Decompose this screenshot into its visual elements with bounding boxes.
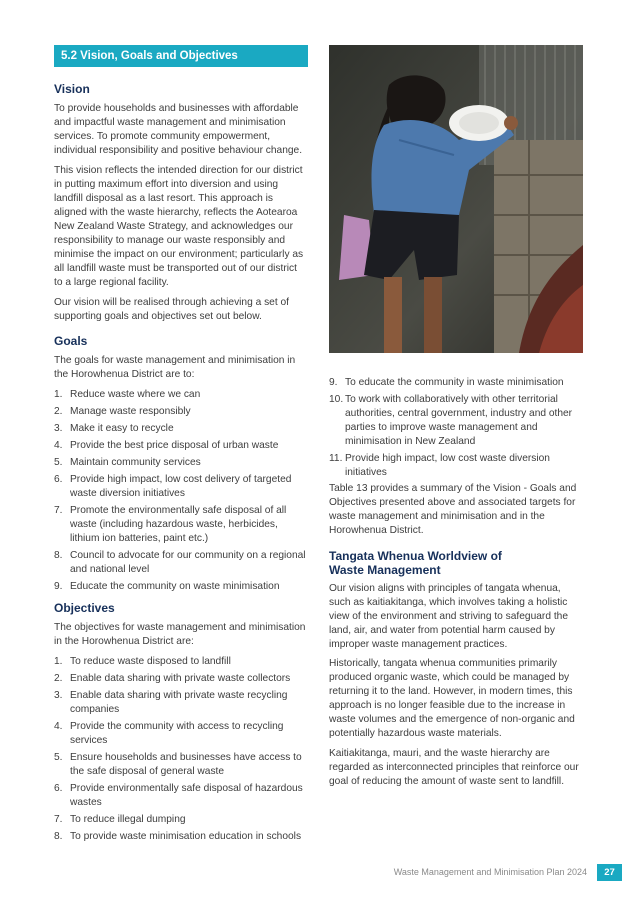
photo-child-composting: [329, 45, 583, 353]
tangata-paragraph-2: Historically, tangata whenua communities primarily produced organic waste, which could be managed by returning it to the land. However, in modern times, this approach is no longer feasible due to the increase in waste volumes and the emergence of non-organic and potentially hazardous waste materials.: [329, 658, 575, 739]
list-item: 7. Promote the environmentally safe disposal of all waste (including hazardous waste, herbicides, lithium ion batteries, paint etc.): [54, 505, 287, 544]
list-item: 6. Provide environmentally safe disposal of hazardous wastes: [54, 783, 303, 808]
list-item: 4. Provide the best price disposal of urban waste: [54, 440, 279, 451]
list-item: 1. To reduce waste disposed to landfill: [54, 656, 231, 667]
vision-heading: Vision: [54, 82, 90, 96]
list-item: 8. To provide waste minimisation education in schools: [54, 831, 302, 842]
tangata-paragraph-1: Our vision aligns with principles of tangata whenua, such as kaitiakitanga, which involves taking a holistic view of the environment and striving to safeguard the land, air, and water from potential harm caused by improper waste management practices.: [329, 583, 568, 650]
list-item: 6. Provide high impact, low cost delivery of targeted waste diversion initiatives: [54, 474, 292, 499]
list-item: 3. Enable data sharing with private waste recycling companies: [54, 690, 288, 715]
section-title: 5.2 Vision, Goals and Objectives: [54, 45, 308, 67]
page-number: 27: [597, 864, 622, 881]
goals-heading: Goals: [54, 334, 88, 348]
objectives-heading: Objectives: [54, 601, 115, 615]
list-item: 10. To work with collaboratively with other territorial authorities, central government, industry and other parties to improve waste management and minimisation in New Zealand: [329, 394, 573, 447]
list-item: 11. Provide high impact, low cost waste diversion initiatives: [329, 453, 550, 478]
list-item: 5. Ensure households and businesses have access to the safe disposal of general waste: [54, 752, 302, 777]
list-item: 1. Reduce waste where we can: [54, 389, 201, 400]
table-reference: Table 13 provides a summary of the Vision - Goals and Objectives presented above and associated targets for waste management and minimisation and in the Horowhenua District.: [329, 483, 577, 536]
vision-paragraph-3: Our vision will be realised through achieving a set of supporting goals and objectives set out below.: [54, 297, 290, 322]
footer-document-title: Waste Management and Minimisation Plan 2024: [393, 867, 587, 877]
list-item: 7. To reduce illegal dumping: [54, 814, 186, 825]
objectives-list-continued: [329, 376, 583, 483]
list-item: 2. Enable data sharing with private waste collectors: [54, 673, 291, 684]
objectives-list: [54, 655, 308, 847]
vision-paragraph-1: To provide households and businesses with affordable and impactful waste management and minimisation services. To promote community empowerment, individual responsibility and positive behaviour change.: [54, 103, 303, 156]
tangata-heading: Tangata Whenua Worldview of Waste Management: [329, 549, 502, 577]
list-item: 3. Make it easy to recycle: [54, 423, 174, 434]
tangata-paragraph-3: Kaitiakitanga, mauri, and the waste hierarchy are regarded as interconnected principles that reinforce our goal of reducing the amount of waste sent to landfill.: [329, 748, 579, 787]
list-item: 2. Manage waste responsibly: [54, 406, 191, 417]
list-item: 5. Maintain community services: [54, 457, 201, 468]
goals-intro: The goals for waste management and minimisation in the Horowhenua District are to:: [54, 355, 296, 380]
list-item: 9. To educate the community in waste minimisation: [329, 377, 564, 388]
list-item: 8. Council to advocate for our community on a regional and national level: [54, 550, 306, 575]
photo-illustration: [329, 45, 583, 353]
goals-list: [54, 388, 308, 597]
list-item: 4. Provide the community with access to recycling services: [54, 721, 284, 746]
objectives-intro: The objectives for waste management and minimisation in the Horowhenua District are:: [54, 622, 306, 647]
list-item: 9. Educate the community on waste minimisation: [54, 581, 280, 592]
vision-paragraph-2: This vision reflects the intended direction for our district in putting maximum effort into diversion and using landfill disposal as a last resort. This approach is aligned with the waste hierarchy, reflects the Aotearoa New Zealand Waste Strategy, and acknowledges our responsibility to manage our waste responsibly and minimise the impact on our environment; particularly as all landfill waste must be transported out of our district to a large regional facility.: [54, 165, 304, 288]
